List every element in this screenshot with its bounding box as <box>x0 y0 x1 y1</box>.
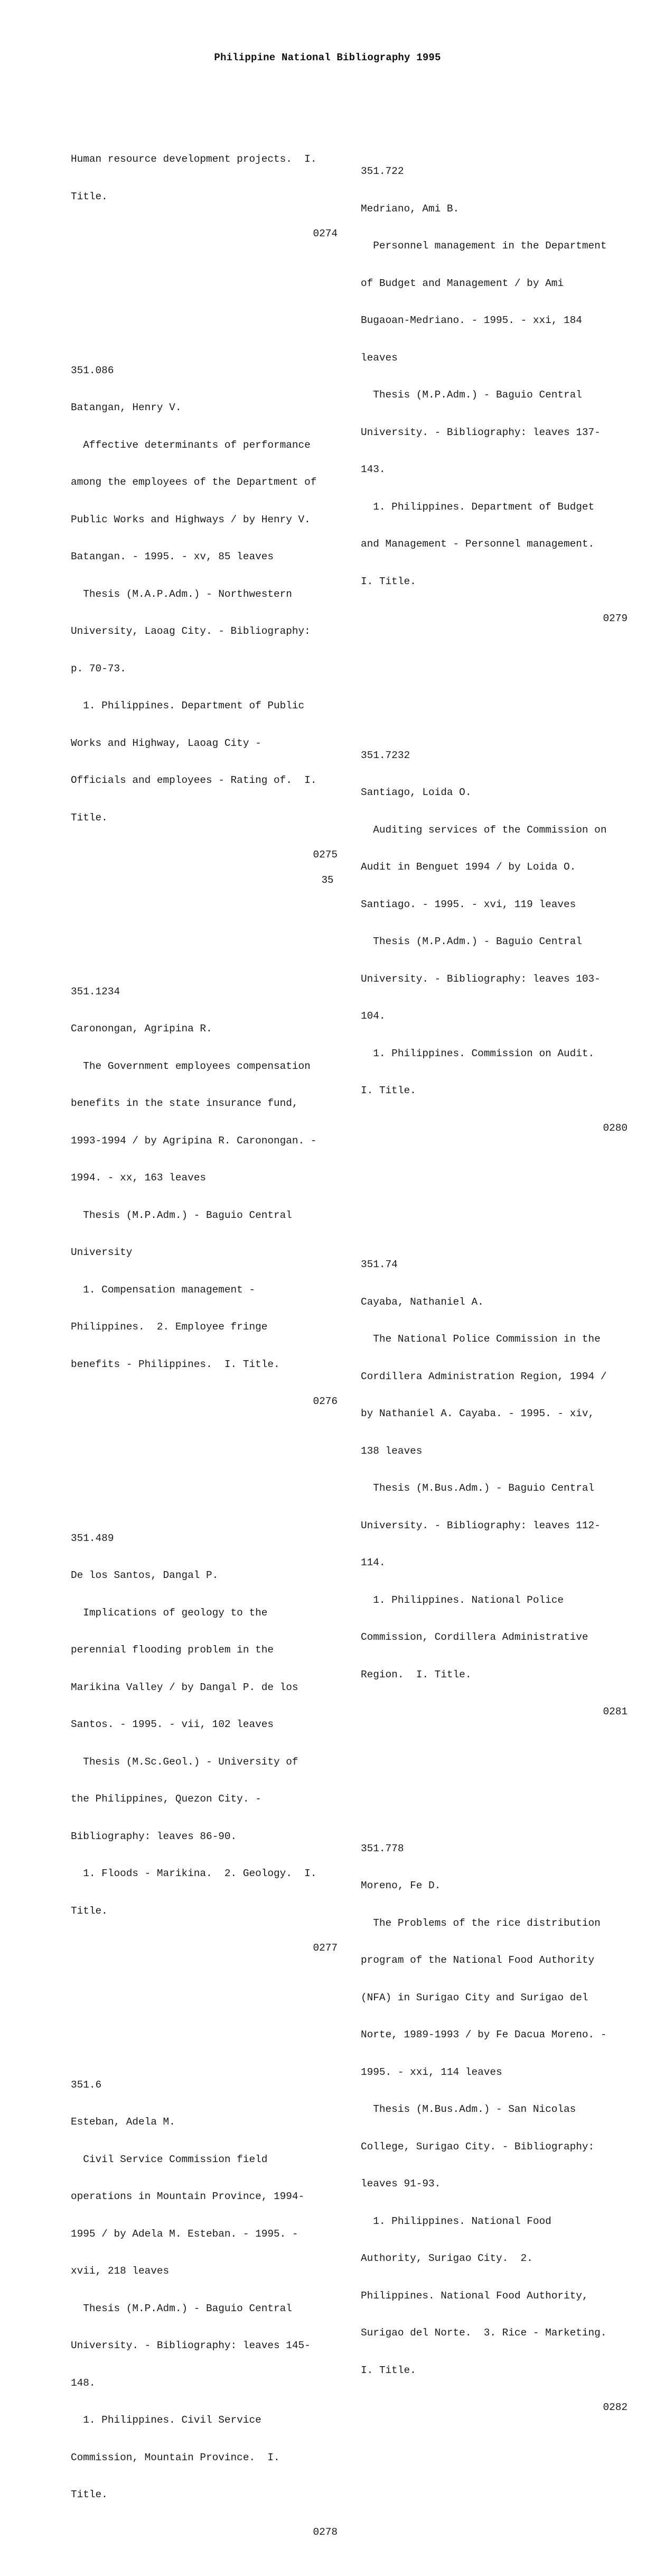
entry-line: and Management - Personnel management. <box>361 538 595 550</box>
entry-line: Auditing services of the Commission on <box>361 824 607 836</box>
entry-line: Commission, Mountain Province. I. <box>71 2451 280 2463</box>
call-number: 351.086 <box>71 364 114 376</box>
entry-number: 0282 <box>603 2402 628 2413</box>
entry-line: Thesis (M.Bus.Adm.) - San Nicolas <box>361 2103 576 2115</box>
call-number: 351.6 <box>71 2079 102 2091</box>
entry-line: leaves 91-93. <box>361 2178 441 2190</box>
entry-line: Bugaoan-Medriano. - 1995. - xxi, 184 <box>361 315 582 326</box>
entry-line: Philippines. 2. Employee fringe <box>71 1321 268 1333</box>
entry-line: Works and Highway, Laoag City - <box>71 737 261 749</box>
page-number: 35 <box>321 874 334 886</box>
entry-number: 0279 <box>603 613 628 624</box>
entry-line: Philippines. National Food Authority, <box>361 2289 588 2302</box>
entry-line: University <box>71 1247 133 1258</box>
entry-line: 1. Philippines. Civil Service <box>71 2414 261 2426</box>
entry-line: Batangan. - 1995. - xv, 85 leaves <box>71 551 274 562</box>
entry-line: Region. I. Title. <box>361 1668 472 1681</box>
bibliography-entry <box>71 1508 338 1980</box>
entry-line: University. - Bibliography: leaves 112- <box>361 1519 601 1531</box>
entry-line: The Problems of the rice distribution <box>361 1917 601 1929</box>
entry-line: Thesis (M.Sc.Geol.) - University of <box>71 1756 298 1768</box>
entry-line: Thesis (M.Bus.Adm.) - Baguio Central <box>361 1482 595 1494</box>
right-column <box>361 116 628 2451</box>
entry-line: Civil Service Commission field <box>71 2153 268 2165</box>
entry-line: (NFA) in Surigao City and Surigao del <box>361 1991 588 2003</box>
entry-line: Thesis (M.A.P.Adm.) - Northwestern <box>71 588 292 600</box>
entry-line: Title. <box>71 811 108 824</box>
entry-line: the Philippines, Quezon City. - <box>71 1793 261 1805</box>
entry-line: Officials and employees - Rating of. I. <box>71 774 317 786</box>
entry-number: 0274 <box>313 228 338 239</box>
entry-line: The National Police Commission in the <box>361 1333 601 1345</box>
entry-line: Affective determinants of performance <box>71 439 311 451</box>
entry-line: Audit in Benguet 1994 / by Loida O. <box>361 861 576 873</box>
entry-line: 1. Philippines. Department of Budget <box>361 501 595 513</box>
author: De los Santos, Dangal P. <box>71 1569 219 1581</box>
bibliography-entry <box>361 1818 628 2439</box>
entry-number: 0276 <box>313 1396 338 1407</box>
entry-line: 1. Philippines. Commission on Audit. <box>361 1047 595 1059</box>
call-number: 351.1234 <box>71 985 120 998</box>
continuation-entry <box>71 128 338 265</box>
bibliography-entry <box>71 2054 338 2564</box>
entry-number: 0280 <box>603 1122 628 1134</box>
entry-line: University, Laoag City. - Bibliography: <box>71 625 311 637</box>
entry-line: Commission, Cordillera Administrative <box>361 1631 588 1643</box>
entry-line: Bibliography: leaves 86-90. <box>71 1830 237 1842</box>
bibliography-entry <box>361 1234 628 1743</box>
author: Esteban, Adela M. <box>71 2116 175 2128</box>
entry-line: Thesis (M.P.Adm.) - Baguio Central <box>71 1209 292 1221</box>
entry-line: 143. <box>361 464 386 475</box>
entry-line: Thesis (M.P.Adm.) - Baguio Central <box>361 936 582 947</box>
entry-line: Public Works and Highways / by Henry V. <box>71 513 311 525</box>
entry-line: Title. <box>71 1905 108 1917</box>
entry-line: Thesis (M.P.Adm.) - Baguio Central <box>361 389 582 401</box>
entry-line: Thesis (M.P.Adm.) - Baguio Central <box>71 2302 292 2314</box>
entry-line: 1. Compensation management - <box>71 1284 256 1296</box>
entry-line: Santiago. - 1995. - xvi, 119 leaves <box>361 898 576 910</box>
entry-number: 0281 <box>603 1706 628 1718</box>
entry-line: 1993-1994 / by Agripina R. Caronongan. - <box>71 1134 317 1147</box>
entry-line: operations in Mountain Province, 1994- <box>71 2191 305 2202</box>
entry-line: 148. <box>71 2377 96 2389</box>
entry-line: program of the National Food Authority <box>361 1954 595 1966</box>
entry-line: p. 70-73. <box>71 662 126 675</box>
entry-line: University. - Bibliography: leaves 137- <box>361 426 601 438</box>
entry-line: 1. Floods - Marikina. 2. Geology. I. <box>71 1868 317 1879</box>
entry-line: University. - Bibliography: leaves 145- <box>71 2340 311 2351</box>
entry-line: I. Title. <box>361 2364 416 2376</box>
entry-number: 0275 <box>313 849 338 861</box>
call-number: 351.74 <box>361 1259 398 1270</box>
bibliography-entry <box>361 141 628 650</box>
entry-line: Title. <box>71 2489 108 2500</box>
entry-line: 1995. - xxi, 114 leaves <box>361 2066 502 2078</box>
call-number: 351.489 <box>71 1532 114 1544</box>
entry-line: 1994. - xx, 163 leaves <box>71 1172 206 1184</box>
entry-line: 1. Philippines. National Police <box>361 1594 564 1606</box>
entry-line: Norte, 1989-1993 / by Fe Dacua Moreno. - <box>361 2029 607 2041</box>
bibliography-entry <box>361 725 628 1160</box>
entry-line: The Government employees compensation <box>71 1060 311 1072</box>
entry-line: leaves <box>361 352 398 364</box>
call-number: 351.7232 <box>361 749 410 761</box>
entry-line: Authority, Surigao City. 2. <box>361 2252 533 2264</box>
author: Cayaba, Nathaniel A. <box>361 1296 484 1308</box>
entry-line: Human resource development projects. I. <box>71 153 317 165</box>
entry-line: 1. Philippines. Department of Public <box>71 700 305 712</box>
entry-line: Personnel management in the Department <box>361 240 607 252</box>
entry-line: 114. <box>361 1557 386 1568</box>
entry-line: of Budget and Management / by Ami <box>361 277 564 289</box>
entry-line: benefits - Philippines. I. Title. <box>71 1358 280 1370</box>
entry-line: Title. <box>71 190 108 202</box>
author: Batangan, Henry V. <box>71 402 182 413</box>
left-column <box>71 104 338 2576</box>
entry-line: 1995 / by Adela M. Esteban. - 1995. - <box>71 2228 298 2240</box>
entry-line: xvii, 218 leaves <box>71 2265 170 2277</box>
entry-line: Cordillera Administration Region, 1994 / <box>361 1370 607 1382</box>
entry-line: Marikina Valley / by Dangal P. de los <box>71 1681 298 1693</box>
entry-line: among the employees of the Department of <box>71 476 317 488</box>
entry-line: Santos. - 1995. - vii, 102 leaves <box>71 1719 274 1730</box>
author: Santiago, Loida O. <box>361 787 472 798</box>
entry-line: by Nathaniel A. Cayaba. - 1995. - xiv, <box>361 1408 595 1419</box>
author: Moreno, Fe D. <box>361 1880 441 1891</box>
entry-line: College, Surigao City. - Bibliography: <box>361 2140 595 2153</box>
call-number: 351.722 <box>361 165 404 177</box>
author: Caronongan, Agripina R. <box>71 1023 212 1035</box>
entry-line: perennial flooding problem in the <box>71 1644 274 1656</box>
call-number: 351.778 <box>361 1842 404 1854</box>
entry-line: 138 leaves <box>361 1445 423 1457</box>
entry-line: 1. Philippines. National Food <box>361 2215 551 2227</box>
entry-number: 0278 <box>313 2526 338 2538</box>
entry-line: I. Title. <box>361 575 416 587</box>
entry-line: University. - Bibliography: leaves 103- <box>361 973 601 985</box>
entry-line: 104. <box>361 1010 386 1022</box>
entry-line: Surigao del Norte. 3. Rice - Marketing. <box>361 2327 607 2339</box>
bibliography-entry <box>71 961 338 1433</box>
author: Medriano, Ami B. <box>361 202 460 215</box>
entry-line: I. Title. <box>361 1085 416 1096</box>
entry-line: Implications of geology to the <box>71 1606 268 1619</box>
bibliography-entry <box>71 340 338 887</box>
entry-number: 0277 <box>313 1942 338 1954</box>
page-title: Philippine National Bibliography 1995 <box>214 52 441 63</box>
entry-line: benefits in the state insurance fund, <box>71 1097 298 1109</box>
